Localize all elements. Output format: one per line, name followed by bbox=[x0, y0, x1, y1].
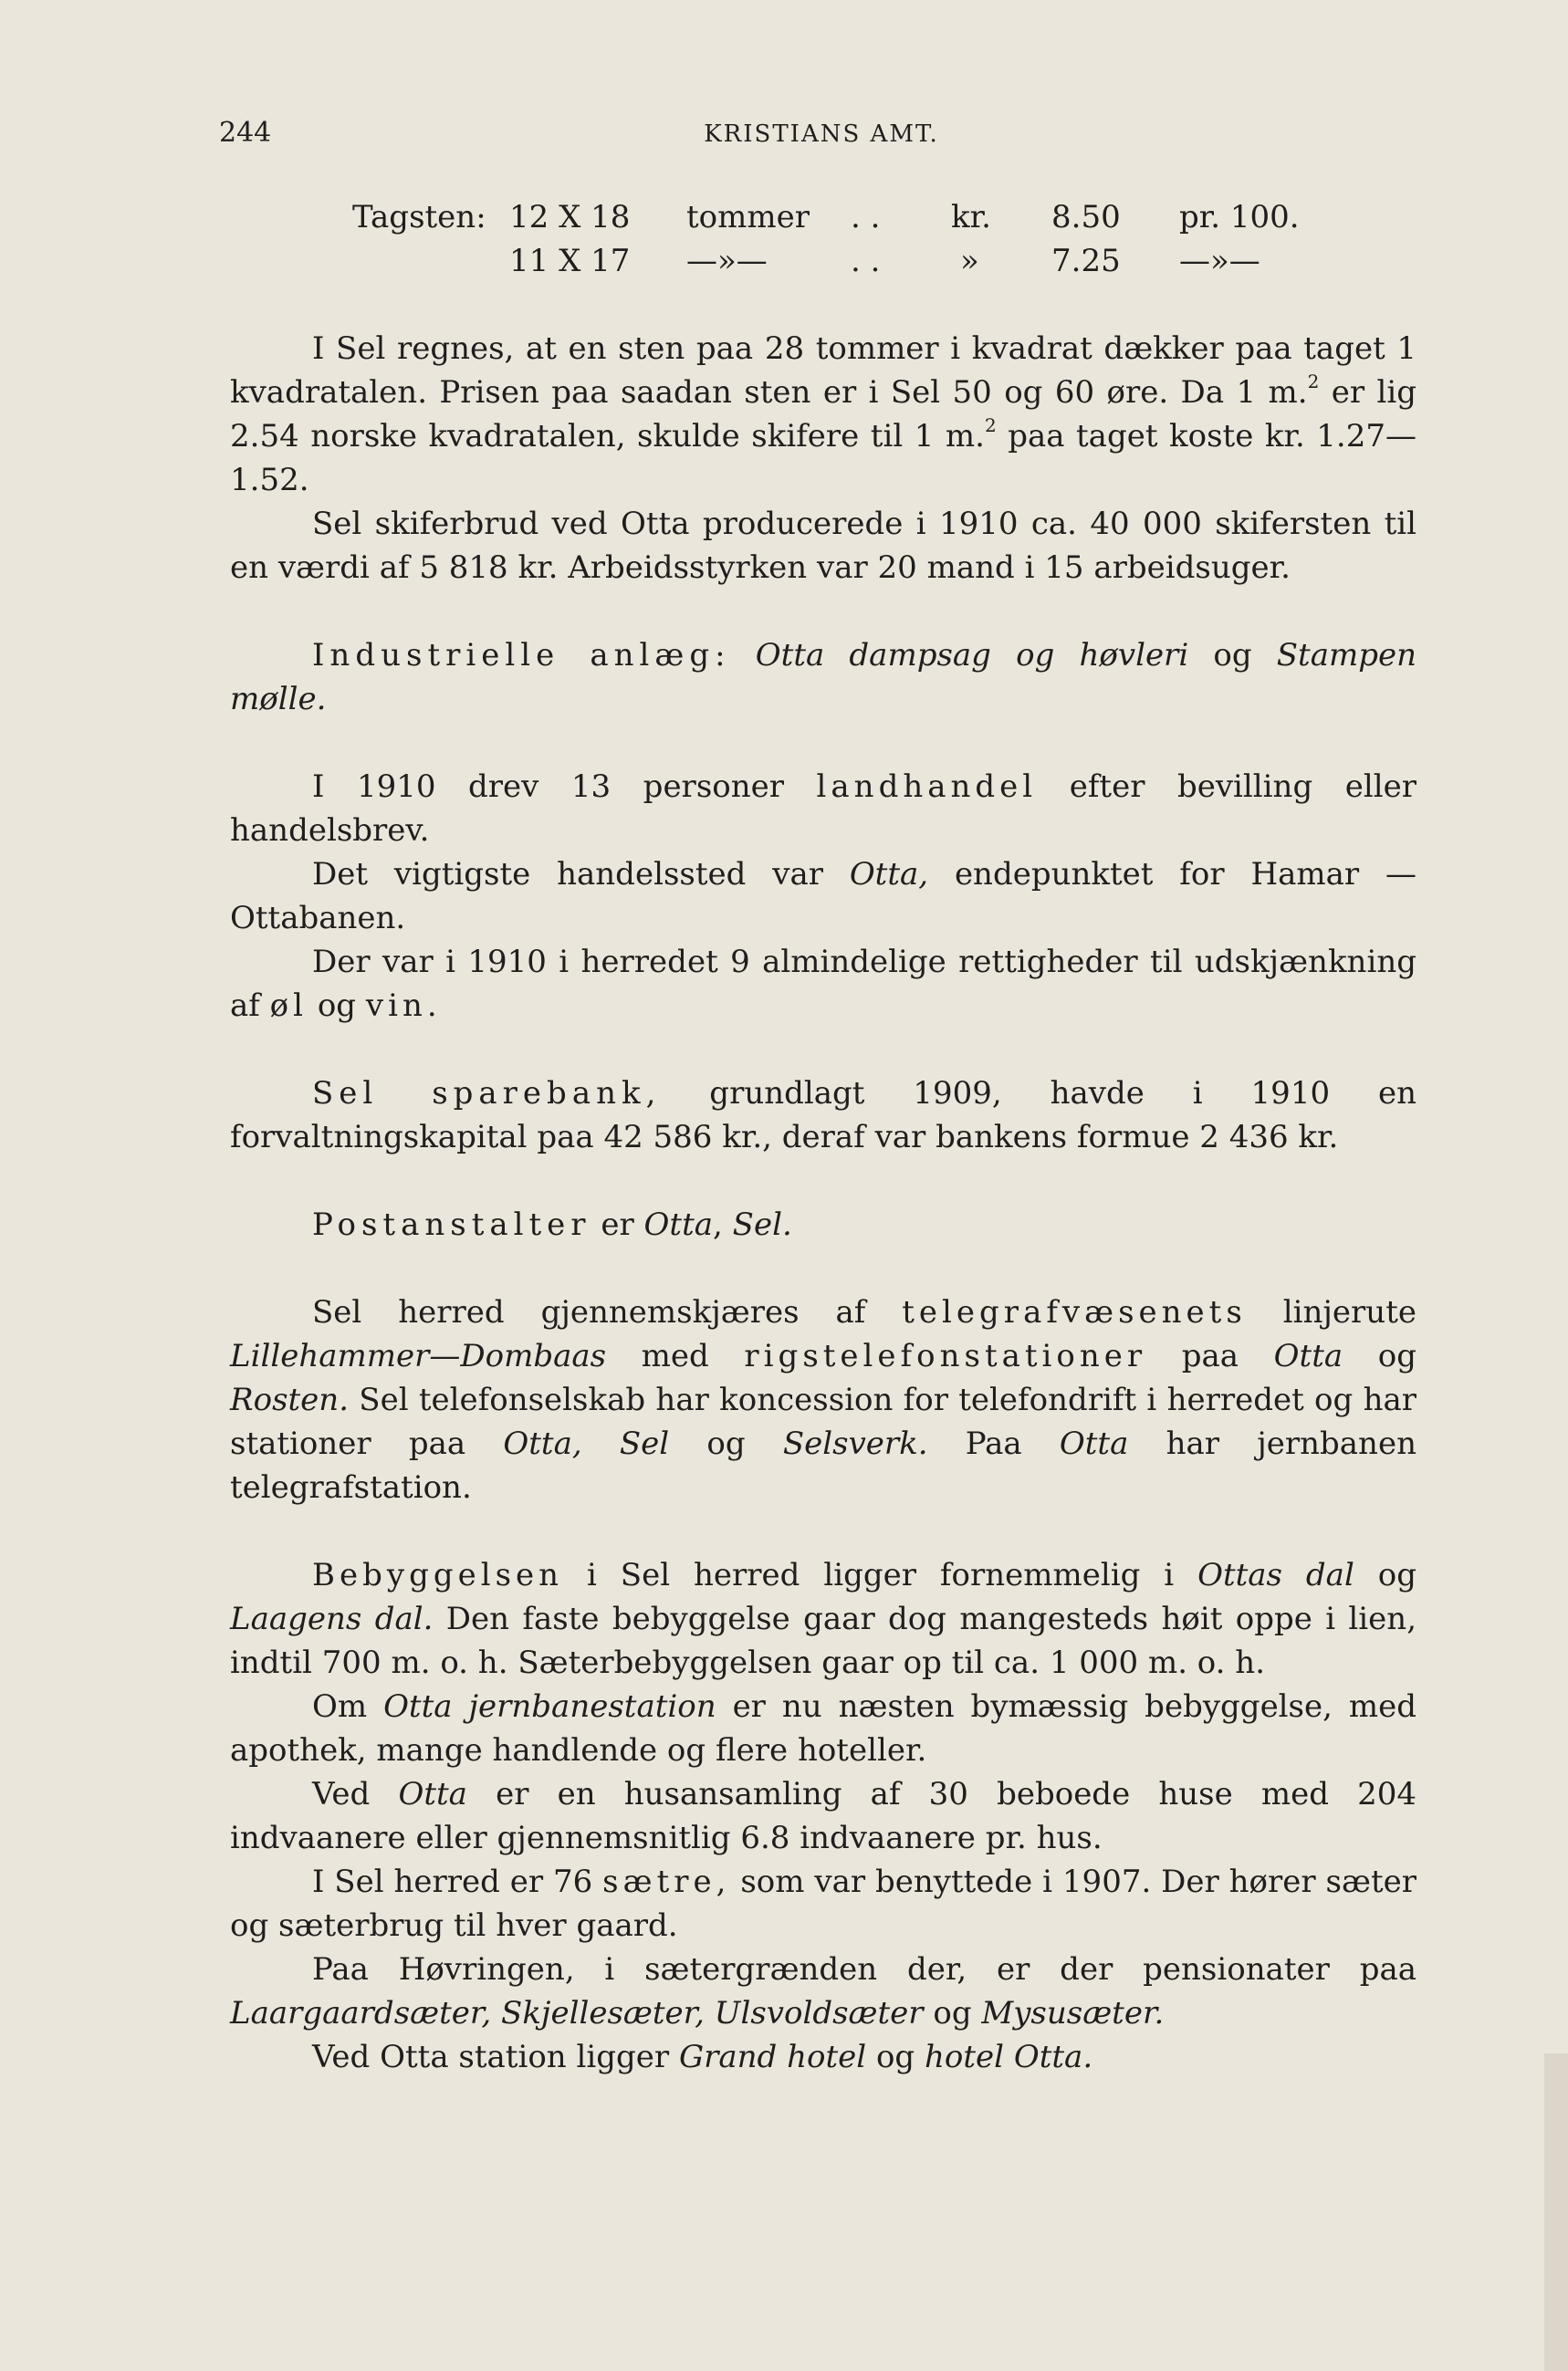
paragraph-saetre: I Sel herred er 76 sætre, som var benyttede i 1907. Der hører sæter og sæterbrug til hver gaard. bbox=[230, 1864, 1416, 1944]
tagsten-row-1 bbox=[230, 195, 1416, 239]
tagsten-price: 7.25 bbox=[1051, 243, 1121, 279]
page-edge-shadow bbox=[1544, 2053, 1568, 2371]
page-number: 244 bbox=[219, 117, 272, 149]
paragraph-telegraf: Sel herred gjennemskjæres af telegrafvæsenets linjerute Lillehammer—Dombaas med rigstelefonstationer paa Otta og Rosten. Sel telefonselskab har koncession for telefondrift i herredet og har stationer paa Otta, Sel og Selsverk. Paa Otta har jernbanen telegrafstation. bbox=[230, 1294, 1416, 1506]
tagsten-row-2 bbox=[230, 239, 1416, 283]
tagsten-per: pr. 100. bbox=[1179, 199, 1300, 235]
tagsten-dots: . . bbox=[851, 199, 881, 235]
paragraph-postanstalter: Postanstalter er Otta, Sel. bbox=[312, 1206, 792, 1243]
paragraph-skiferbrud: Sel skiferbrud ved Otta producerede i 1910 ca. 40 000 skifersten til en værdi af 5 818 kr. Arbeidsstyrken var 20 mand i 15 arbeidsuger. bbox=[230, 506, 1416, 586]
paragraph-industry: Industrielle anlæg: Otta dampsag og høvleri og Stampen mølle. bbox=[230, 637, 1417, 717]
paragraph-skifer-price: I Sel regnes, at en sten paa 28 tommer i kvadrat dækker paa taget 1 kvadratalen. Prisen paa saadan sten er i Sel 50 og 60 øre. Da 1 m.$^2$ er lig 2.54 norske kvadratalen, skulde skifere til 1 m.$^2$ paa taget koste kr. 1.27—1.52. bbox=[230, 330, 1416, 498]
page-header bbox=[219, 117, 1424, 162]
paragraph-handelssted: Det vigtigste handelssted var Otta, endepunktet for Hamar —Ottabanen. bbox=[230, 856, 1416, 936]
tagsten-size: 11 X 17 bbox=[509, 243, 631, 279]
tagsten-size: 12 X 18 bbox=[509, 199, 631, 235]
paragraph-landhandel: I 1910 drev 13 personer landhandel efter bevilling eller handelsbrev. bbox=[230, 768, 1416, 849]
tagsten-currency: kr. bbox=[951, 199, 991, 235]
page-body bbox=[230, 195, 1416, 2079]
tagsten-price: 8.50 bbox=[1051, 199, 1121, 235]
paragraph-otta-station: Ved Otta station ligger Grand hotel og hotel Otta. bbox=[312, 2039, 1093, 2075]
tagsten-dots: . . bbox=[851, 243, 881, 279]
paragraph-bebyggelse: Bebyggelsen i Sel herred ligger fornemmelig i Ottas dal og Laagens dal. Den faste bebyggelse gaar dog mangesteds høit oppe i lien, indtil 700 m. o. h. Sæterbebyggelsen gaar op til ca. 1 000 m. o. h. bbox=[230, 1557, 1417, 1681]
tagsten-currency: » bbox=[960, 243, 979, 279]
tagsten-per: —»— bbox=[1179, 243, 1260, 279]
paragraph-husansamling: Ved Otta er en husansamling af 30 beboede huse med 204 indvaanere eller gjennemsnitlig 6.8 indvaanere pr. hus. bbox=[230, 1776, 1416, 1856]
paragraph-jernbanestation: Om Otta jernbanestation er nu næsten bymæssig bebyggelse, med apothek, mange handlende og flere hoteller. bbox=[230, 1688, 1417, 1769]
paragraph-hovringen: Paa Høvringen, i sætergrænden der, er der pensionater paa Laargaardsæter, Skjellesæter, Ulsvoldsæter og Mysusæter. bbox=[230, 1951, 1416, 2032]
tagsten-price-table bbox=[230, 195, 1416, 283]
tagsten-unit: —»— bbox=[686, 243, 768, 279]
running-title: KRISTIANS AMT. bbox=[704, 120, 939, 148]
paragraph-sparebank: Sel sparebank, grundlagt 1909, havde i 1910 en forvaltningskapital paa 42 586 kr., deraf var bankens formue 2 436 kr. bbox=[230, 1075, 1417, 1155]
tagsten-unit: tommer bbox=[686, 199, 810, 235]
paragraph-rettigheder: Der var i 1910 i herredet 9 almindelige rettigheder til udskjænkning af øl og vin. bbox=[230, 944, 1416, 1024]
tagsten-label: Tagsten: bbox=[352, 199, 486, 235]
